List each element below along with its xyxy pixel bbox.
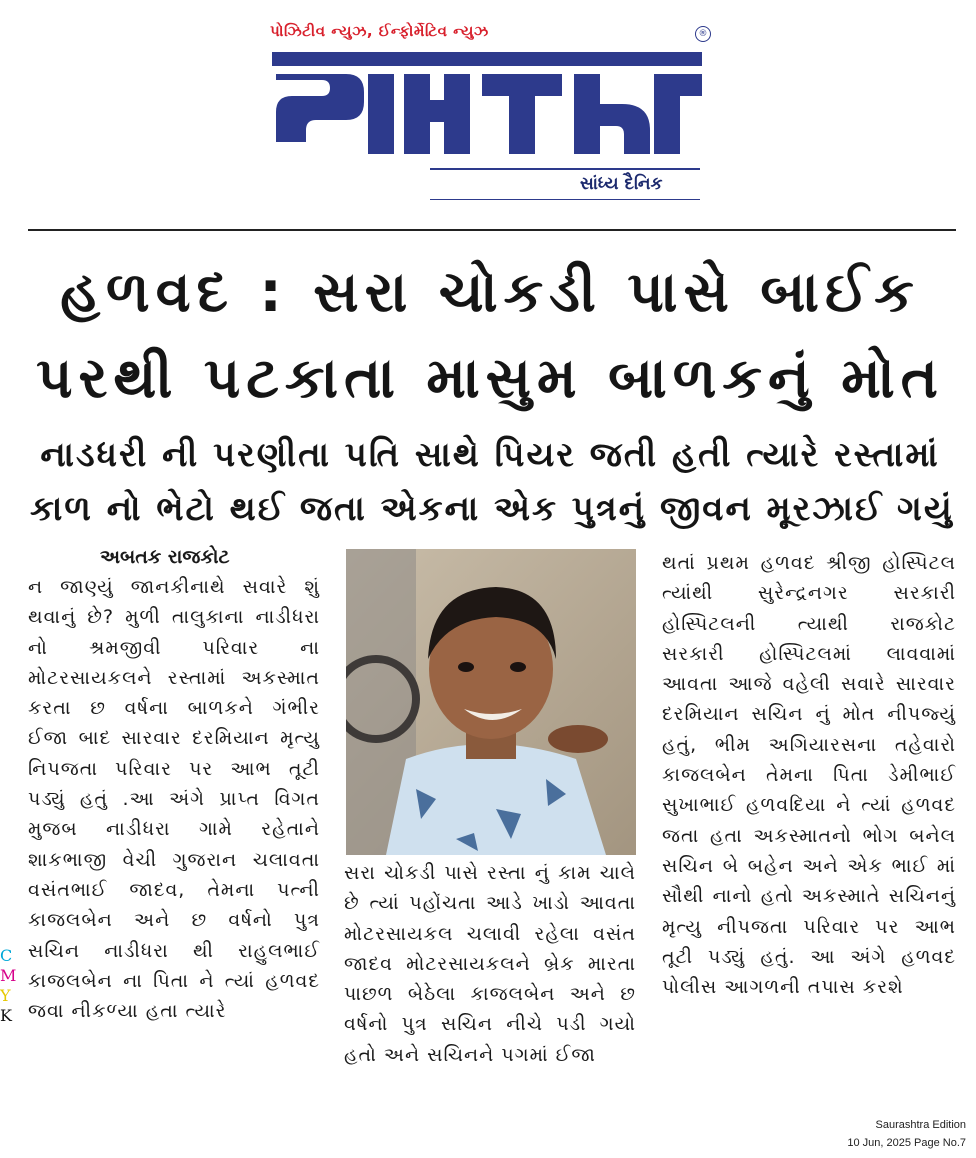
subheadline-line: નાડધરી ની પરણીતા પતિ સાથે પિયર જતી હતી ત્યારે રસ્તામાં: [40, 435, 940, 475]
registered-mark: ®: [695, 26, 711, 42]
subheadline-line: કાળ નો ભેટો થઈ જતા એકના એક પુત્રનું જીવન મૂરઝાઈ ગયું: [30, 489, 954, 529]
masthead-divider: [430, 168, 700, 170]
cmyk-letter: C: [0, 946, 13, 965]
cmyk-letter: M: [0, 966, 17, 985]
masthead-divider-bottom: [430, 199, 700, 200]
headline-line: હળવદ : સરા ચોકડી પાસે બાઈક: [60, 260, 920, 325]
cmyk-registration-marks: [0, 946, 18, 1026]
edition-label: Saurashtra Edition: [875, 1119, 966, 1131]
abtak-logo: [262, 44, 712, 162]
article-column-1: ન જાણ્યું જાનકીનાથે સવારે શું થવાનું છે? મુળી તાલુકાના નાડીધરા નો શ્રમજીવી પરિવાર ના મોટરસાયકલને રસ્તામાં અકસ્માત કરતા છ વર્ષના બાળકને ગંભીર ઈજા બાદ સારવાર દરમિયાન મૃત્યુ નિપજતા પરિવાર પર આભ તૂટી પડ્યું હતું .આ અંગે પ્રાપ્ત વિગત મુજબ નાડીધરા ગામે રહેતાને શાકભાજી વેચી ગુજરાન ચલાવતા વસંતભાઈ જાદવ, તેમના પત્ની કાજલબેન અને છ વર્ષનો પુત્ર સચિન નાડીધરા થી રાહુલભાઈ કાજલબેન ના પિતા ને ત્યાં હળવદ જવા નીકળ્યા હતા ત્યારે: [28, 576, 320, 1023]
dateline: અબતક રાજકોટ: [100, 546, 230, 568]
headline-line: પરથી પટકાતા માસુમ બાળકનું મોત: [36, 346, 944, 411]
page-footer: [746, 1116, 966, 1152]
masthead-sub-brand: સાંધ્ય દૈનિક: [580, 174, 663, 194]
subheadline: [30, 428, 954, 536]
article-column-2: સરા ચોકડી પાસે રસ્તા નું કામ ચાલે છે ત્યાં પહોંચતા આડે ખાડો આવતા મોટરસાયકલ ચલાવી રહેલા વસંત જાદવ મોટરસાયકલને બ્રેક મારતા પાછળ બેઠેલા કાજલબેન અને છ વર્ષનો પુત્ર સચિન નીચે પડી ગયો હતો અને સચિનને પગમાં ઈજા: [344, 862, 636, 1066]
headline: [30, 250, 950, 422]
child-photo: [346, 549, 636, 855]
cmyk-letter: Y: [0, 986, 11, 1005]
page-divider: [28, 229, 956, 231]
cmyk-letter: K: [0, 1006, 12, 1025]
article-column-3: થતાં પ્રથમ હળવદ શ્રીજી હોસ્પિટલ ત્યાંથી સુરેન્દ્રનગર સરકારી હોસ્પિટલની ત્યાથી રાજકોટ સરકારી હોસ્પિટલમાં લાવવામાં આવતા આજે વહેલી સવારે સારવાર દરમિયાન સચિન નું મોત નીપજ્યું હતું, ભીમ અગિયારસના તહેવારો કાજલબેન તેમના પિતા ડેમીભાઈ સુખાભાઈ હળવદિયા ને ત્યાં હળવદ જતા હતા અકસ્માતનો ભોગ બનેલ સચિન બે બહેન અને એક ભાઈ માં સૌથી નાનો હતો અકસ્માતે સચિનનું મૃત્યુ નીપજતા પરિવાર પર આભ તૂટી પડ્યું હતું. આ અંગે હળવદ પોલીસ આગળની તપાસ કરશે: [662, 552, 956, 999]
date-page-label: 10 Jun, 2025 Page No.7: [847, 1137, 966, 1149]
masthead-tagline: પોઝિટીવ ન્યુઝ, ઈન્ફોર્મેટિવ ન્યુઝ: [270, 22, 489, 40]
